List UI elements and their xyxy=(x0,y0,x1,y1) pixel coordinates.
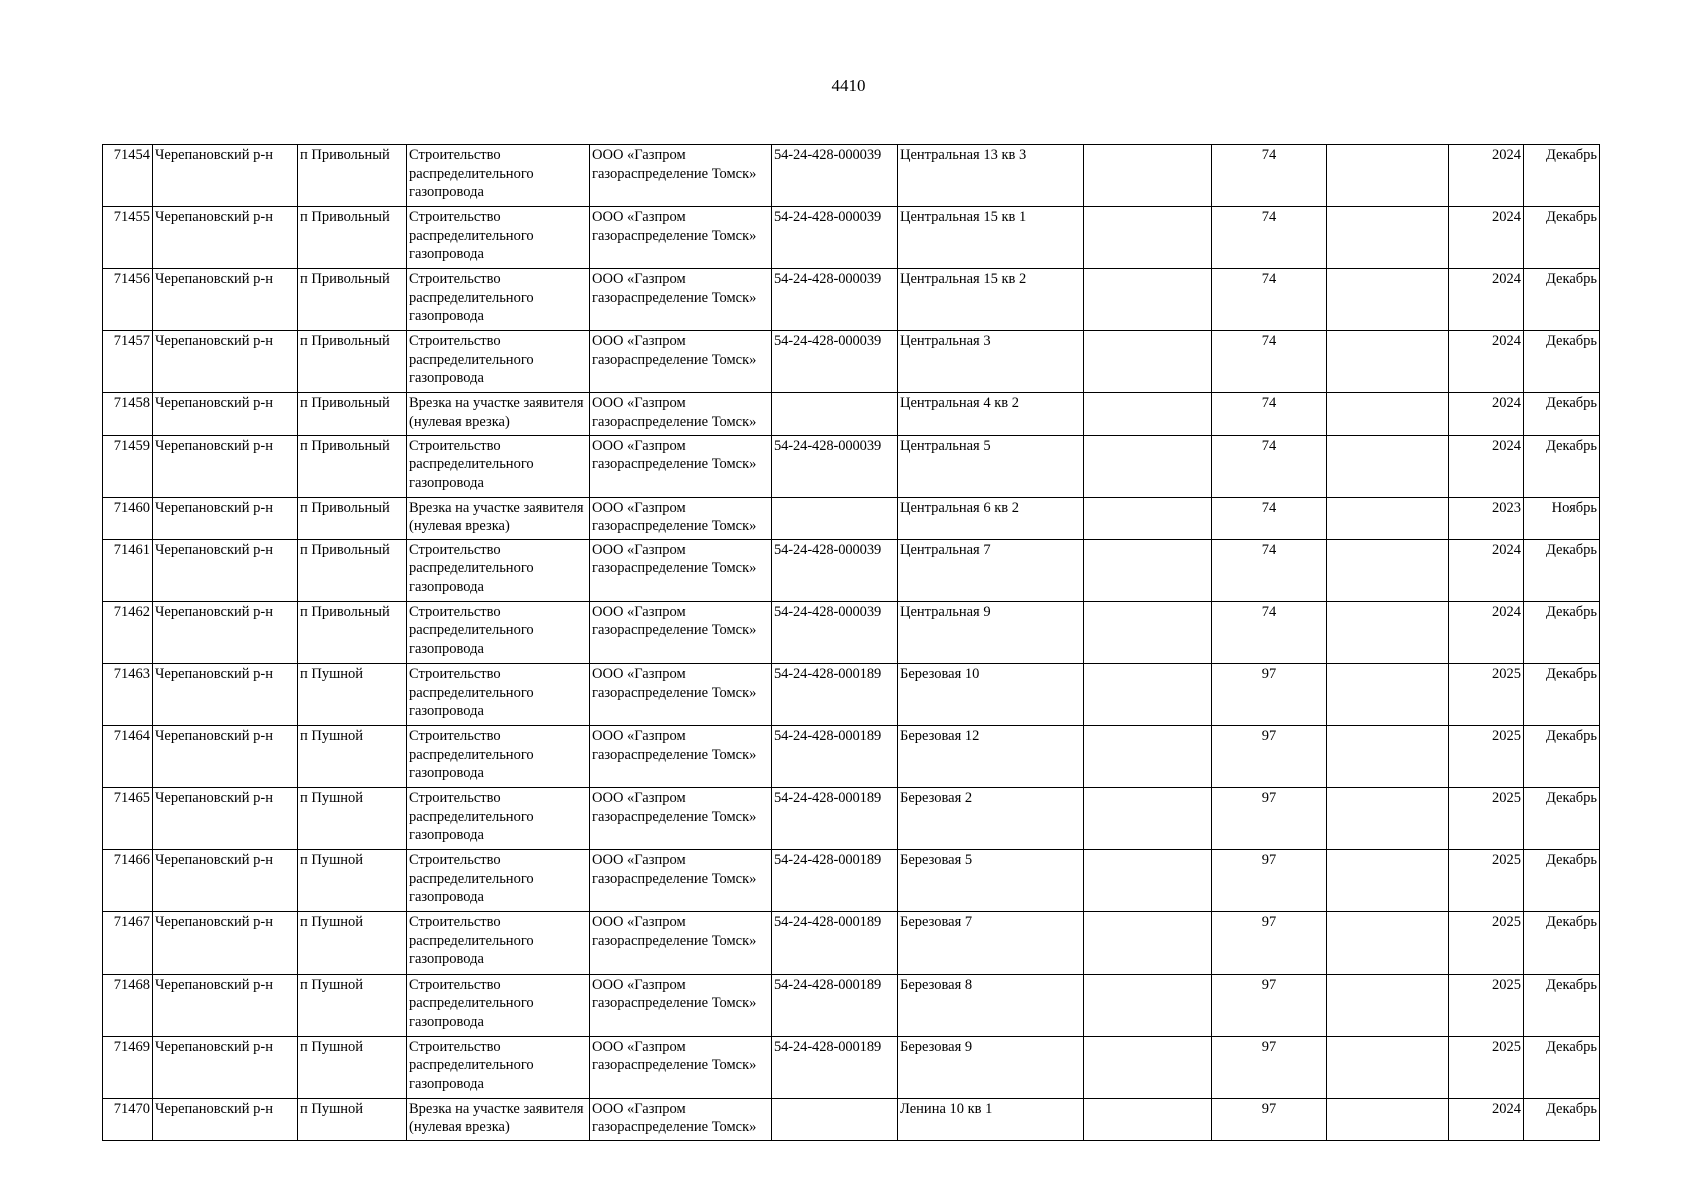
cell-cadastral-block: 54-24-428-000039 xyxy=(772,435,898,497)
cell-address: Березовая 10 xyxy=(898,664,1084,726)
cell-row-number: 71461 xyxy=(103,539,153,601)
cell-cadastral-block xyxy=(772,393,898,435)
cell-row-number: 71465 xyxy=(103,788,153,850)
cell-month: Декабрь xyxy=(1524,331,1600,393)
cell-address: Центральная 3 xyxy=(898,331,1084,393)
cell-work-type: Строительство распределительного газопровода xyxy=(407,435,590,497)
cell-empty xyxy=(1327,269,1449,331)
cell-district: Черепановский р-н xyxy=(153,912,298,974)
cell-address: Центральная 4 кв 2 xyxy=(898,393,1084,435)
cell-empty xyxy=(1084,1098,1212,1140)
cell-empty xyxy=(1084,726,1212,788)
cell-district: Черепановский р-н xyxy=(153,145,298,207)
table-row xyxy=(103,601,1600,663)
cell-month: Декабрь xyxy=(1524,1098,1600,1140)
cell-row-number: 71463 xyxy=(103,664,153,726)
cell-organization: ООО «Газпром газораспределение Томск» xyxy=(590,664,772,726)
cell-district: Черепановский р-н xyxy=(153,850,298,912)
cell-empty xyxy=(1327,331,1449,393)
cell-row-number: 71469 xyxy=(103,1036,153,1098)
cell-year: 2025 xyxy=(1449,788,1524,850)
cell-code: 74 xyxy=(1212,207,1327,269)
cell-work-type: Строительство распределительного газопровода xyxy=(407,207,590,269)
cell-code: 97 xyxy=(1212,726,1327,788)
cell-code: 74 xyxy=(1212,269,1327,331)
cell-organization: ООО «Газпром газораспределение Томск» xyxy=(590,850,772,912)
cell-empty xyxy=(1084,974,1212,1036)
cell-district: Черепановский р-н xyxy=(153,435,298,497)
cell-settlement: п Привольный xyxy=(298,331,407,393)
table-row xyxy=(103,497,1600,539)
cell-cadastral-block: 54-24-428-000189 xyxy=(772,912,898,974)
cell-work-type: Строительство распределительного газопровода xyxy=(407,850,590,912)
cell-organization: ООО «Газпром газораспределение Томск» xyxy=(590,974,772,1036)
table-row xyxy=(103,1098,1600,1140)
cell-work-type: Строительство распределительного газопровода xyxy=(407,912,590,974)
cell-work-type: Врезка на участке заявителя (нулевая врезка) xyxy=(407,393,590,435)
cell-code: 74 xyxy=(1212,145,1327,207)
cell-cadastral-block: 54-24-428-000039 xyxy=(772,207,898,269)
cell-work-type: Врезка на участке заявителя (нулевая врезка) xyxy=(407,497,590,539)
cell-settlement: п Пушной xyxy=(298,726,407,788)
cell-settlement: п Привольный xyxy=(298,435,407,497)
table-body xyxy=(103,145,1600,1141)
cell-address: Центральная 15 кв 2 xyxy=(898,269,1084,331)
cell-empty xyxy=(1084,393,1212,435)
cell-work-type: Врезка на участке заявителя (нулевая врезка) xyxy=(407,1098,590,1140)
cell-month: Декабрь xyxy=(1524,664,1600,726)
cell-row-number: 71468 xyxy=(103,974,153,1036)
cell-work-type: Строительство распределительного газопровода xyxy=(407,539,590,601)
cell-year: 2025 xyxy=(1449,664,1524,726)
cell-organization: ООО «Газпром газораспределение Томск» xyxy=(590,788,772,850)
cell-cadastral-block: 54-24-428-000189 xyxy=(772,788,898,850)
cell-settlement: п Пушной xyxy=(298,1098,407,1140)
cell-code: 74 xyxy=(1212,435,1327,497)
cell-code: 74 xyxy=(1212,331,1327,393)
cell-empty xyxy=(1327,726,1449,788)
table-row xyxy=(103,912,1600,974)
cell-row-number: 71467 xyxy=(103,912,153,974)
cell-cadastral-block: 54-24-428-000189 xyxy=(772,664,898,726)
cell-empty xyxy=(1327,539,1449,601)
cell-work-type: Строительство распределительного газопровода xyxy=(407,974,590,1036)
cell-empty xyxy=(1084,912,1212,974)
cell-empty xyxy=(1084,145,1212,207)
cell-cadastral-block: 54-24-428-000039 xyxy=(772,539,898,601)
cell-empty xyxy=(1327,850,1449,912)
cell-empty xyxy=(1327,435,1449,497)
cell-empty xyxy=(1084,601,1212,663)
cell-code: 97 xyxy=(1212,974,1327,1036)
cell-year: 2024 xyxy=(1449,601,1524,663)
cell-year: 2025 xyxy=(1449,850,1524,912)
cell-month: Декабрь xyxy=(1524,435,1600,497)
cell-row-number: 71455 xyxy=(103,207,153,269)
table-row xyxy=(103,974,1600,1036)
cell-year: 2024 xyxy=(1449,435,1524,497)
cell-code: 97 xyxy=(1212,788,1327,850)
cell-organization: ООО «Газпром газораспределение Томск» xyxy=(590,497,772,539)
cell-organization: ООО «Газпром газораспределение Томск» xyxy=(590,269,772,331)
table-row xyxy=(103,331,1600,393)
cell-month: Декабрь xyxy=(1524,912,1600,974)
cell-year: 2024 xyxy=(1449,393,1524,435)
cell-work-type: Строительство распределительного газопровода xyxy=(407,788,590,850)
cell-year: 2025 xyxy=(1449,974,1524,1036)
cell-empty xyxy=(1084,788,1212,850)
cell-year: 2024 xyxy=(1449,331,1524,393)
cell-organization: ООО «Газпром газораспределение Томск» xyxy=(590,331,772,393)
cell-organization: ООО «Газпром газораспределение Томск» xyxy=(590,1036,772,1098)
cell-organization: ООО «Газпром газораспределение Томск» xyxy=(590,601,772,663)
cell-settlement: п Привольный xyxy=(298,269,407,331)
cell-empty xyxy=(1327,1036,1449,1098)
table-row xyxy=(103,1036,1600,1098)
cell-code: 97 xyxy=(1212,850,1327,912)
cell-district: Черепановский р-н xyxy=(153,726,298,788)
cell-settlement: п Пушной xyxy=(298,664,407,726)
cell-cadastral-block: 54-24-428-000189 xyxy=(772,974,898,1036)
cell-organization: ООО «Газпром газораспределение Томск» xyxy=(590,726,772,788)
cell-empty xyxy=(1327,664,1449,726)
cell-district: Черепановский р-н xyxy=(153,269,298,331)
cell-address: Березовая 9 xyxy=(898,1036,1084,1098)
cell-settlement: п Привольный xyxy=(298,539,407,601)
cell-organization: ООО «Газпром газораспределение Томск» xyxy=(590,393,772,435)
table-row xyxy=(103,726,1600,788)
table-row xyxy=(103,539,1600,601)
cell-year: 2025 xyxy=(1449,1036,1524,1098)
cell-empty xyxy=(1327,974,1449,1036)
cell-year: 2025 xyxy=(1449,912,1524,974)
cell-cadastral-block: 54-24-428-000189 xyxy=(772,850,898,912)
table-row xyxy=(103,207,1600,269)
cell-address: Березовая 12 xyxy=(898,726,1084,788)
cell-month: Декабрь xyxy=(1524,1036,1600,1098)
cell-settlement: п Пушной xyxy=(298,1036,407,1098)
table-row xyxy=(103,664,1600,726)
cell-settlement: п Пушной xyxy=(298,912,407,974)
cell-code: 74 xyxy=(1212,539,1327,601)
cell-year: 2025 xyxy=(1449,726,1524,788)
table-row xyxy=(103,145,1600,207)
cell-settlement: п Пушной xyxy=(298,850,407,912)
table-row xyxy=(103,788,1600,850)
table-row xyxy=(103,393,1600,435)
cell-cadastral-block: 54-24-428-000189 xyxy=(772,1036,898,1098)
cell-empty xyxy=(1084,539,1212,601)
cell-organization: ООО «Газпром газораспределение Томск» xyxy=(590,145,772,207)
cell-row-number: 71460 xyxy=(103,497,153,539)
cell-code: 97 xyxy=(1212,664,1327,726)
cell-settlement: п Привольный xyxy=(298,145,407,207)
cell-district: Черепановский р-н xyxy=(153,601,298,663)
cell-district: Черепановский р-н xyxy=(153,974,298,1036)
cell-cadastral-block: 54-24-428-000039 xyxy=(772,601,898,663)
cell-address: Центральная 5 xyxy=(898,435,1084,497)
cell-month: Декабрь xyxy=(1524,788,1600,850)
cell-month: Декабрь xyxy=(1524,850,1600,912)
cell-row-number: 71459 xyxy=(103,435,153,497)
cell-district: Черепановский р-н xyxy=(153,788,298,850)
cell-empty xyxy=(1084,850,1212,912)
cell-settlement: п Привольный xyxy=(298,207,407,269)
cell-year: 2024 xyxy=(1449,269,1524,331)
cell-district: Черепановский р-н xyxy=(153,1036,298,1098)
cell-address: Березовая 7 xyxy=(898,912,1084,974)
cell-row-number: 71464 xyxy=(103,726,153,788)
cell-row-number: 71458 xyxy=(103,393,153,435)
cell-district: Черепановский р-н xyxy=(153,664,298,726)
cell-address: Центральная 9 xyxy=(898,601,1084,663)
cell-work-type: Строительство распределительного газопровода xyxy=(407,331,590,393)
cell-code: 97 xyxy=(1212,912,1327,974)
cell-empty xyxy=(1084,664,1212,726)
cell-settlement: п Пушной xyxy=(298,788,407,850)
cell-month: Декабрь xyxy=(1524,726,1600,788)
table-row xyxy=(103,435,1600,497)
cell-code: 97 xyxy=(1212,1036,1327,1098)
cell-empty xyxy=(1327,207,1449,269)
cell-address: Березовая 2 xyxy=(898,788,1084,850)
cell-row-number: 71470 xyxy=(103,1098,153,1140)
cell-work-type: Строительство распределительного газопровода xyxy=(407,664,590,726)
cell-work-type: Строительство распределительного газопровода xyxy=(407,145,590,207)
cell-address: Центральная 7 xyxy=(898,539,1084,601)
cell-district: Черепановский р-н xyxy=(153,497,298,539)
cell-settlement: п Привольный xyxy=(298,601,407,663)
cell-empty xyxy=(1084,1036,1212,1098)
cell-year: 2024 xyxy=(1449,207,1524,269)
cell-district: Черепановский р-н xyxy=(153,1098,298,1140)
cell-organization: ООО «Газпром газораспределение Томск» xyxy=(590,435,772,497)
cell-work-type: Строительство распределительного газопровода xyxy=(407,269,590,331)
cell-district: Черепановский р-н xyxy=(153,207,298,269)
cell-organization: ООО «Газпром газораспределение Томск» xyxy=(590,207,772,269)
cell-cadastral-block: 54-24-428-000039 xyxy=(772,269,898,331)
cell-address: Березовая 8 xyxy=(898,974,1084,1036)
cell-month: Декабрь xyxy=(1524,601,1600,663)
cell-row-number: 71456 xyxy=(103,269,153,331)
page-number: 4410 xyxy=(831,76,866,95)
cell-organization: ООО «Газпром газораспределение Томск» xyxy=(590,912,772,974)
cell-cadastral-block xyxy=(772,497,898,539)
cell-empty xyxy=(1327,912,1449,974)
cell-empty xyxy=(1084,269,1212,331)
cell-address: Центральная 15 кв 1 xyxy=(898,207,1084,269)
cell-district: Черепановский р-н xyxy=(153,393,298,435)
table-row xyxy=(103,269,1600,331)
cell-address: Ленина 10 кв 1 xyxy=(898,1098,1084,1140)
cell-district: Черепановский р-н xyxy=(153,539,298,601)
cell-empty xyxy=(1084,497,1212,539)
cell-empty xyxy=(1327,145,1449,207)
cell-empty xyxy=(1327,788,1449,850)
cell-row-number: 71457 xyxy=(103,331,153,393)
cell-row-number: 71462 xyxy=(103,601,153,663)
cell-row-number: 71454 xyxy=(103,145,153,207)
cell-empty xyxy=(1084,207,1212,269)
cell-address: Березовая 5 xyxy=(898,850,1084,912)
cell-empty xyxy=(1084,331,1212,393)
cell-month: Ноябрь xyxy=(1524,497,1600,539)
cell-month: Декабрь xyxy=(1524,207,1600,269)
cell-work-type: Строительство распределительного газопровода xyxy=(407,1036,590,1098)
cell-cadastral-block xyxy=(772,1098,898,1140)
cell-district: Черепановский р-н xyxy=(153,331,298,393)
cell-settlement: п Привольный xyxy=(298,393,407,435)
cell-year: 2023 xyxy=(1449,497,1524,539)
cell-code: 74 xyxy=(1212,601,1327,663)
cell-work-type: Строительство распределительного газопровода xyxy=(407,601,590,663)
cell-month: Декабрь xyxy=(1524,145,1600,207)
cell-empty xyxy=(1327,1098,1449,1140)
cell-work-type: Строительство распределительного газопровода xyxy=(407,726,590,788)
cell-address: Центральная 6 кв 2 xyxy=(898,497,1084,539)
cell-year: 2024 xyxy=(1449,145,1524,207)
table-row xyxy=(103,850,1600,912)
cell-settlement: п Привольный xyxy=(298,497,407,539)
cell-year: 2024 xyxy=(1449,539,1524,601)
cell-empty xyxy=(1327,393,1449,435)
cell-empty xyxy=(1084,435,1212,497)
cell-cadastral-block: 54-24-428-000039 xyxy=(772,145,898,207)
cell-cadastral-block: 54-24-428-000039 xyxy=(772,331,898,393)
cell-organization: ООО «Газпром газораспределение Томск» xyxy=(590,539,772,601)
cell-organization: ООО «Газпром газораспределение Томск» xyxy=(590,1098,772,1140)
cell-code: 74 xyxy=(1212,497,1327,539)
cell-month: Декабрь xyxy=(1524,539,1600,601)
cell-cadastral-block: 54-24-428-000189 xyxy=(772,726,898,788)
cell-address: Центральная 13 кв 3 xyxy=(898,145,1084,207)
cell-row-number: 71466 xyxy=(103,850,153,912)
cell-settlement: п Пушной xyxy=(298,974,407,1036)
cell-empty xyxy=(1327,497,1449,539)
cell-code: 74 xyxy=(1212,393,1327,435)
registry-table xyxy=(102,144,1600,1141)
cell-year: 2024 xyxy=(1449,1098,1524,1140)
cell-month: Декабрь xyxy=(1524,269,1600,331)
cell-empty xyxy=(1327,601,1449,663)
cell-month: Декабрь xyxy=(1524,393,1600,435)
cell-code: 97 xyxy=(1212,1098,1327,1140)
cell-month: Декабрь xyxy=(1524,974,1600,1036)
